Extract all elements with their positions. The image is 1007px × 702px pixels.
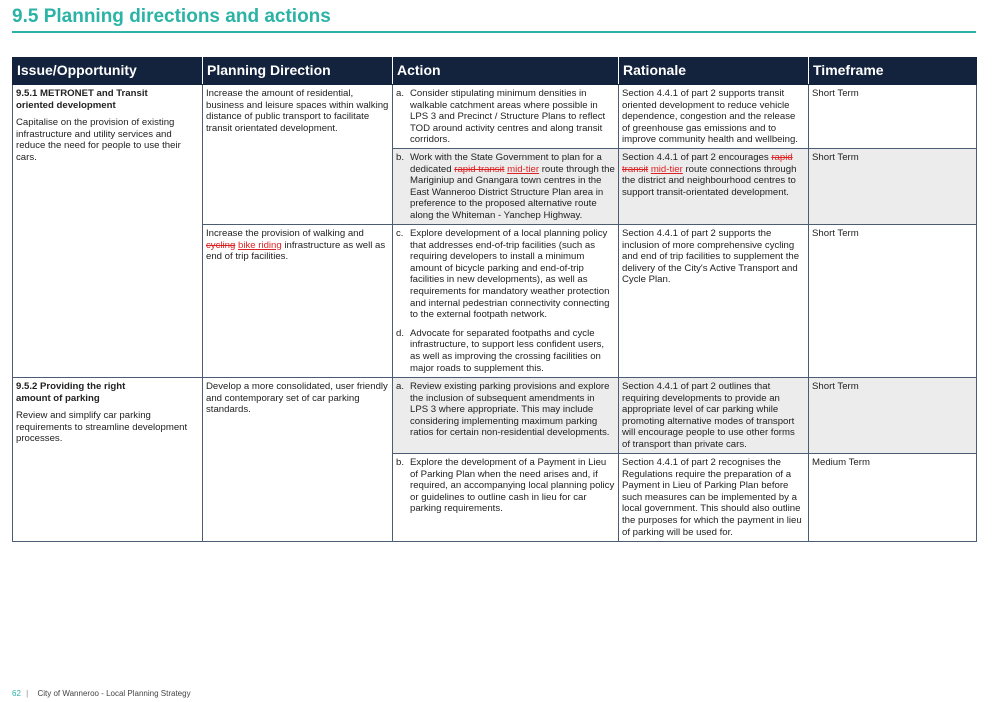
action-cell: a. Review existing parking provisions and explore the inclusion of subsequent amendments in LPS 3 where appropriate. This may include considering implementing maximum parking ratios for certain non-residential developments. xyxy=(393,378,619,454)
timeframe-cell: Short Term xyxy=(809,225,977,378)
inserted-text: mid-tier xyxy=(507,163,540,175)
direction-cell-3: Develop a more consolidated, user friendly and contemporary set of car parking standards. xyxy=(203,378,393,542)
planning-table xyxy=(12,57,977,542)
page-title: 9.5 Planning directions and actions xyxy=(12,6,331,27)
issue-cell-1 xyxy=(13,85,203,378)
page-number: 62 xyxy=(12,689,21,698)
inserted-text: mid-tier xyxy=(650,163,683,175)
header-timeframe: Timeframe xyxy=(809,58,977,85)
timeframe-cell: Short Term xyxy=(809,378,977,454)
title-rule xyxy=(12,31,976,33)
issue-title: 9.5.1 METRONET and Transit oriented development xyxy=(16,88,148,111)
table-row xyxy=(13,85,977,149)
table-header-row xyxy=(13,58,977,85)
direction-cell-1: Increase the amount of residential, business and leisure spaces within walking distance of public transport to facilitate transit orientated development. xyxy=(203,85,393,225)
deleted-text: cycling xyxy=(206,239,236,251)
action-cell: b. Explore the development of a Payment in Lieu of Parking Plan when the need arises and, if required, an accompanying local planning policy or guidelines to outline cash in lieu for car parking requirements. xyxy=(393,454,619,542)
page-footer xyxy=(12,689,191,698)
rationale-cell: Section 4.4.1 of part 2 supports transit oriented development to reduce vehicle dependence, congestion and the release of greenhouse gas emissions and to improve community health and wellbeing. xyxy=(619,85,809,149)
issue-description: Review and simplify car parking requirements to streamline development processes. xyxy=(16,410,188,445)
rationale-cell: Section 4.4.1 of part 2 recognises the Regulations require the preparation of a Payment in Lieu of Parking Plan before such measures can be implemented by a local government. This should also outline the purposes for which the payment in lieu of parking will be used for. xyxy=(619,454,809,542)
timeframe-cell: Medium Term xyxy=(809,454,977,542)
header-issue: Issue/Opportunity xyxy=(13,58,203,85)
issue-cell-2 xyxy=(13,378,203,542)
timeframe-cell: Short Term xyxy=(809,149,977,225)
inserted-text: bike riding xyxy=(238,239,282,251)
footer-separator: | xyxy=(26,689,29,698)
header-rationale: Rationale xyxy=(619,58,809,85)
action-cell: b. Work with the State Government to plan for a dedicated rapid transit mid-tier route through the Mariginiup and Gnangara town centres in the East Wanneroo District Structure Plan area in preference to the proposed alternative route along the Whiteman - Yanchep Highway. xyxy=(393,149,619,225)
footer-document-title: City of Wanneroo - Local Planning Strategy xyxy=(37,689,191,698)
direction-cell-2: Increase the provision of walking and cycling bike riding infrastructure as well as end of trip facilities. xyxy=(203,225,393,378)
issue-description: Capitalise on the provision of existing infrastructure and utility services and reduce the need for people to use their cars. xyxy=(16,117,181,163)
action-cell: c. Explore development of a local planning policy that addresses end-of-trip facilities (such as requiring developers to install a minimum amount of bicycle parking and end-of-trip facilities in new developments), as well as requirements for mandatory weather protection and internal pedestrian connectivity connecting to the external footpath network. d. Advocate for separated footpaths and cycle infrastructure, to support less confident users, as well as improving the crossing facilities on major roads to supplement this. xyxy=(393,225,619,378)
action-cell: a. Consider stipulating minimum densities in walkable catchment areas where possible in LPS 3 and Precinct / Structure Plans to reflect TOD around activity centres and along transit corridors. xyxy=(393,85,619,149)
timeframe-cell: Short Term xyxy=(809,85,977,149)
header-direction: Planning Direction xyxy=(203,58,393,85)
rationale-cell: Section 4.4.1 of part 2 outlines that requiring developments to provide an appropriate level of car parking while promoting alternative modes of transport will encourage people to use other forms of transport than private cars. xyxy=(619,378,809,454)
rationale-cell: Section 4.4.1 of part 2 encourages rapid transit mid-tier route connections through the district and neighbourhood centres to support transit-orientated development. xyxy=(619,149,809,225)
rationale-cell: Section 4.4.1 of part 2 supports the inclusion of more comprehensive cycling and end of trip facilities to supplement the delivery of the City's Active Transport and Cycle Plan. xyxy=(619,225,809,378)
header-action: Action xyxy=(393,58,619,85)
deleted-text: rapid transit xyxy=(454,163,505,175)
table-row xyxy=(13,378,977,454)
issue-title: 9.5.2 Providing the right amount of parking xyxy=(16,381,126,404)
deleted-text: rapid transit xyxy=(622,152,793,175)
